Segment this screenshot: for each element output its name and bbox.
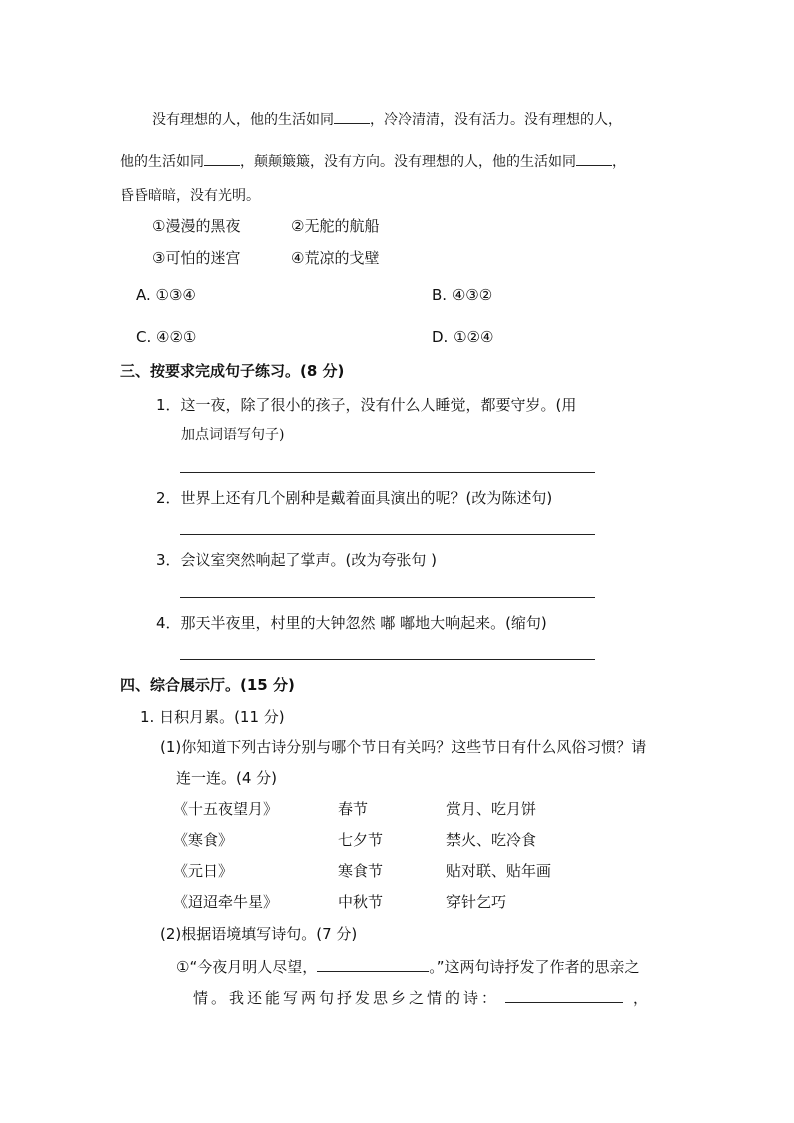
- custom-3[interactable]: 贴对联、贴年画: [446, 862, 552, 880]
- s3-q1-line1: 1．这一夜，除了很小的孩子，没有什么人睡觉，都要守岁。(用: [156, 396, 577, 414]
- item-1: ①漫漫的黑夜: [152, 217, 241, 235]
- blank-1[interactable]: [334, 109, 370, 124]
- answer-line-3[interactable]: [180, 597, 595, 598]
- answer-line-2[interactable]: [180, 534, 595, 535]
- section4-title: 四、综合展示厅。(15 分): [120, 676, 295, 694]
- section3-title: 三、按要求完成句子练习。(8 分): [120, 362, 345, 380]
- s3-q4: 4．那天半夜里，村里的大钟忽然 嘟 嘟地大响起来。(缩句): [156, 614, 547, 632]
- s3-q2: 2．世界上还有几个剧种是戴着面具演出的呢？(改为陈述句): [156, 489, 553, 507]
- option-d[interactable]: D. ①②④: [432, 328, 494, 346]
- custom-1[interactable]: 赏月、吃月饼: [446, 800, 537, 818]
- poem-3[interactable]: 《元日》: [173, 862, 234, 880]
- poem-1[interactable]: 《十五夜望月》: [173, 800, 279, 818]
- item-2: ②无舵的航船: [291, 217, 380, 235]
- s4-q2: (2)根据语境填写诗句。(7 分): [160, 925, 358, 943]
- poem-blank-2[interactable]: [505, 987, 623, 1003]
- festival-4[interactable]: 中秋节: [338, 893, 384, 911]
- item-4: ④荒凉的戈壁: [291, 249, 380, 267]
- s3-q1-line2: 加点词语写句子): [181, 427, 285, 443]
- option-a[interactable]: A. ①③④: [136, 286, 196, 304]
- custom-4[interactable]: 穿针乞巧: [446, 893, 507, 911]
- blank-3[interactable]: [576, 151, 612, 166]
- passage-line-3: 昏昏暗暗，没有光明。: [120, 188, 260, 204]
- answer-line-1[interactable]: [180, 472, 595, 473]
- s4-q2-1-line2: 情。我还能写两句抒发思乡之情的诗： ，: [193, 989, 652, 1007]
- custom-2[interactable]: 禁火、吃冷食: [446, 831, 537, 849]
- option-b[interactable]: B. ④③②: [432, 286, 493, 304]
- s4-q1-line2: 连一连。(4 分): [176, 769, 278, 787]
- blank-2[interactable]: [204, 151, 240, 166]
- s4-sub1: 1. 日积月累。(11 分): [140, 708, 285, 726]
- passage-line-1: 没有理想的人，他的生活如同 ，冷冷清清，没有活力。没有理想的人，: [152, 109, 622, 129]
- answer-line-4[interactable]: [180, 659, 595, 660]
- poem-4[interactable]: 《迢迢牵牛星》: [173, 893, 279, 911]
- s3-q3: 3．会议室突然响起了掌声。(改为夸张句 ): [156, 551, 438, 569]
- item-3: ③可怕的迷宫: [152, 249, 241, 267]
- festival-1[interactable]: 春节: [338, 800, 369, 818]
- festival-2[interactable]: 七夕节: [338, 831, 384, 849]
- festival-3[interactable]: 寒食节: [338, 862, 384, 880]
- option-c[interactable]: C. ④②①: [136, 328, 197, 346]
- s4-q2-1-line1: ①“今夜月明人尽望， 。”这两句诗抒发了作者的思亲之: [176, 958, 640, 976]
- passage-line-2: 他的生活如同 ，颠颠簸簸，没有方向。没有理想的人，他的生活如同 ，: [120, 151, 626, 171]
- poem-blank-1[interactable]: [317, 956, 429, 972]
- s4-q1-line1: (1)你知道下列古诗分别与哪个节日有关吗？这些节日有什么风俗习惯？请: [160, 738, 647, 756]
- poem-2[interactable]: 《寒食》: [173, 831, 234, 849]
